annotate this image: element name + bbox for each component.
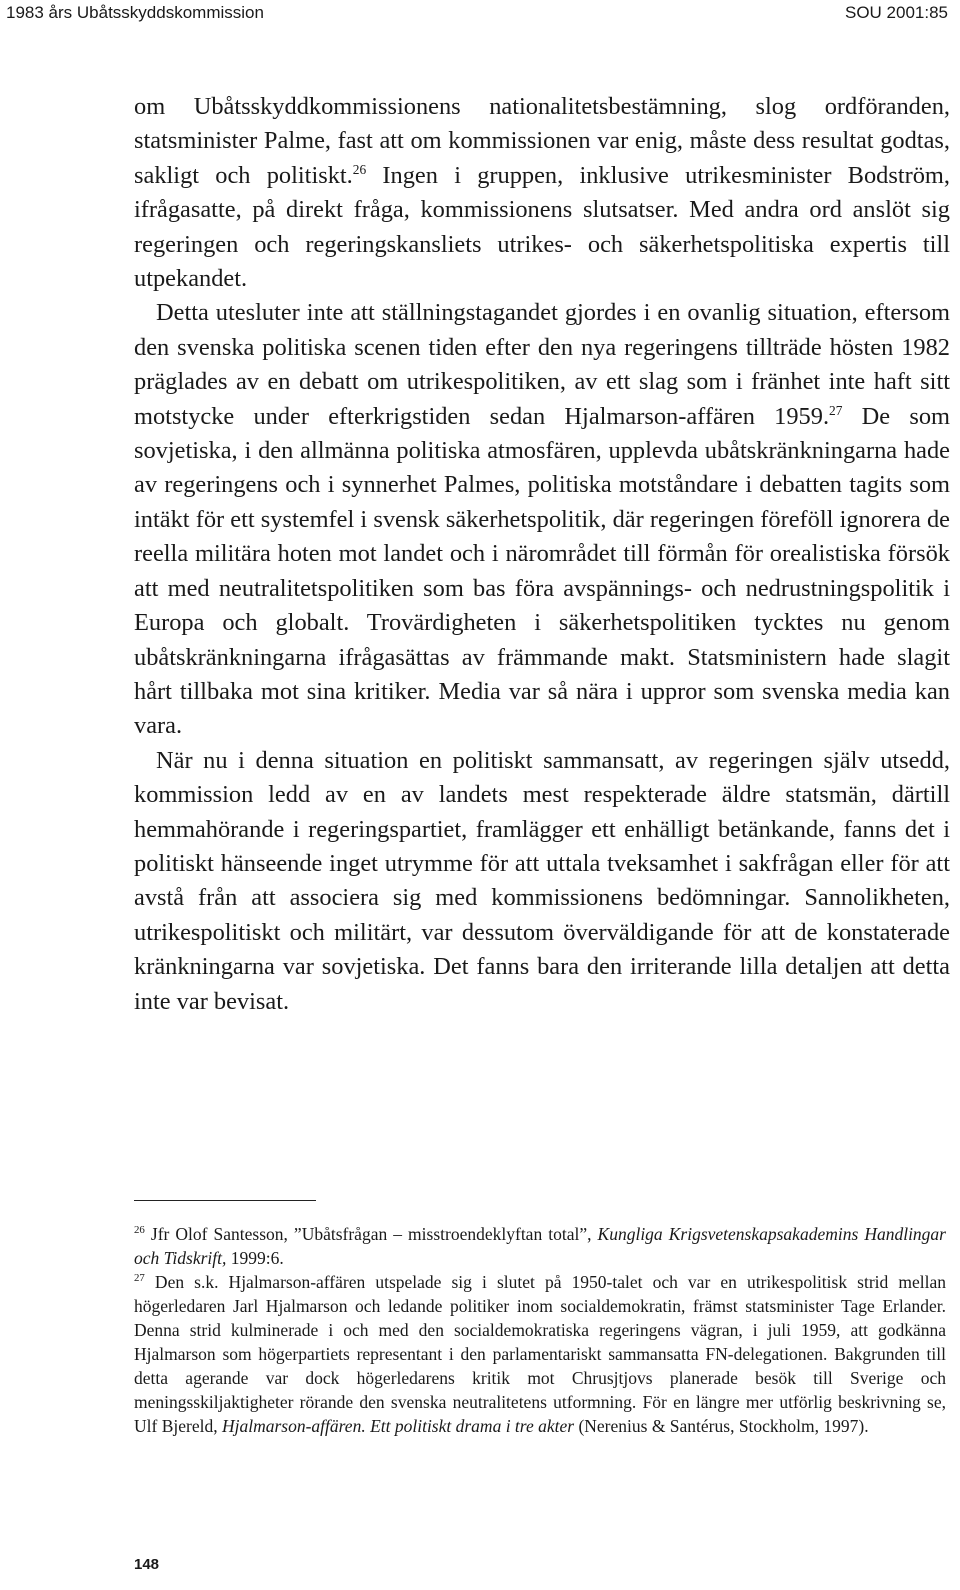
footnote-27-text-end: (Nerenius & Santérus, Stockholm, 1997). bbox=[574, 1416, 869, 1436]
paragraph-1-text-b: Ingen i gruppen, inklusive utrikesminister Bodström, ifrågasatte, på direkt fråga, kommissionens slutsatser. Med andra ord anslöt sig regeringen och regeringskansliets utrikes- och säkerhetspolitiska expertis till utpekandet. bbox=[134, 161, 950, 293]
footnote-27-number: 27 bbox=[134, 1272, 145, 1285]
paragraph-1 bbox=[134, 90, 950, 296]
footnote-26-text-end: 1999:6. bbox=[226, 1248, 284, 1268]
footnote-27 bbox=[134, 1270, 946, 1438]
footnote-26 bbox=[134, 1222, 946, 1270]
footnote-27-text: Den s.k. Hjalmarson-affären utspelade sig i slutet på 1950-talet och var en utrikespolitisk strid mellan högerledaren Jarl Hjalmarson och ledande politiker inom socialdemokratin, främst statsminister Tage Erlander. Denna strid kulminerade i och med den socialdemokratiska regeringens vägran, i juli 1959, att godkänna Hjalmarson som högerpartiets representant i den parlamentariskt sammansatta FN-delegationen. Bakgrunden till detta agerande var dock högerledarens kritik mot Chrusjtjovs planerade besök till Sverige och meningsskiljaktigheter rörande den svenska neutralitetens utformning. För en längre mer utförlig beskrivning se, Ulf Bjereld, bbox=[134, 1272, 946, 1436]
paragraph-3-text: När nu i denna situation en politiskt sammansatt, av regeringen själv utsedd, kommission ledd av en av landets mest respekterade äldre statsmän, därtill hemmahörande i regeringspartiet, framlägger ett enhälligt betänkande, fanns det i politiskt hänseende inget utrymme för att uttala tveksamhet i sakfrågan eller för att avstå från att associera sig med kommissionens bedömningar. Sannolikheten, utrikespolitiskt och militärt, var dessutom överväldigande för att de konstaterade kränkningarna var sovjetiska. Det fanns bara den irriterande lilla detaljen att detta inte var bevisat. bbox=[134, 746, 950, 1015]
footnote-26-text: Jfr Olof Santesson, ”Ubåtsfrågan – misstroendeklyftan total”, bbox=[144, 1224, 598, 1244]
paragraph-2-text-a: Detta utesluter inte att ställningstagandet gjordes i en ovanlig situation, eftersom den svenska politiska scenen tiden efter den nya regeringens tillträde hösten 1982 präglades av en debatt om utrikespolitiken, av ett slag som i fränhet inte haft sitt motstycke under efterkrigstiden sedan Hjalmarson-affären 1959. bbox=[134, 299, 950, 430]
running-header-title: 1983 års Ubåtsskyddskommission bbox=[6, 3, 264, 22]
footnote-27-book-title: Hjalmarson-affären. Ett politiskt drama i tre akter bbox=[221, 1416, 575, 1436]
footnote-separator bbox=[134, 1200, 316, 1201]
running-header bbox=[0, 0, 960, 28]
paragraph-3 bbox=[134, 744, 950, 1019]
paragraph-1-text-a: om Ubåtsskyddkommissionens nationalitetsbestämning, slog ordföranden, statsminister Palme, fast att om kommissionen var enig, måste dess resultat godtas, sakligt och politiskt. bbox=[134, 93, 950, 189]
footnote-ref-27: 27 bbox=[829, 402, 843, 418]
paragraph-2 bbox=[134, 296, 950, 743]
footnote-26-journal-title: Kungliga Krigsvetenskapsakademins Handlingar och Tidskrift, bbox=[134, 1224, 946, 1268]
footnote-ref-26: 26 bbox=[352, 161, 367, 177]
footnote-26-number: 26 bbox=[134, 1224, 145, 1237]
footnotes bbox=[134, 1222, 946, 1438]
page-number: 148 bbox=[134, 1556, 160, 1573]
body-text bbox=[134, 90, 950, 1019]
paragraph-2-text-b: De som sovjetiska, i den allmänna politiska atmosfären, upplevda ubåtskränkningarna hade av regeringens och i synnerhet Palmes, politiska motståndare i debatten tagits som intäkt för ett systemfel i svensk säkerhetspolitik, där regeringen föreföll ignorera de reella militära hoten mot landet och i närområdet till förmån för orealistiska försök att med neutralitetspolitiken som bas föra avspännings- och nedrustningspolitik i Europa och globalt. Trovärdigheten i säkerhetspolitiken tycktes nu genom ubåtskränkningarna ifrågasättas av främmande makt. Statsministern hade slagit hårt tillbaka mot sina kritiker. Media var så nära i uppror som svenska media kan vara. bbox=[134, 402, 950, 740]
running-header-report-number: SOU 2001:85 bbox=[844, 3, 948, 22]
